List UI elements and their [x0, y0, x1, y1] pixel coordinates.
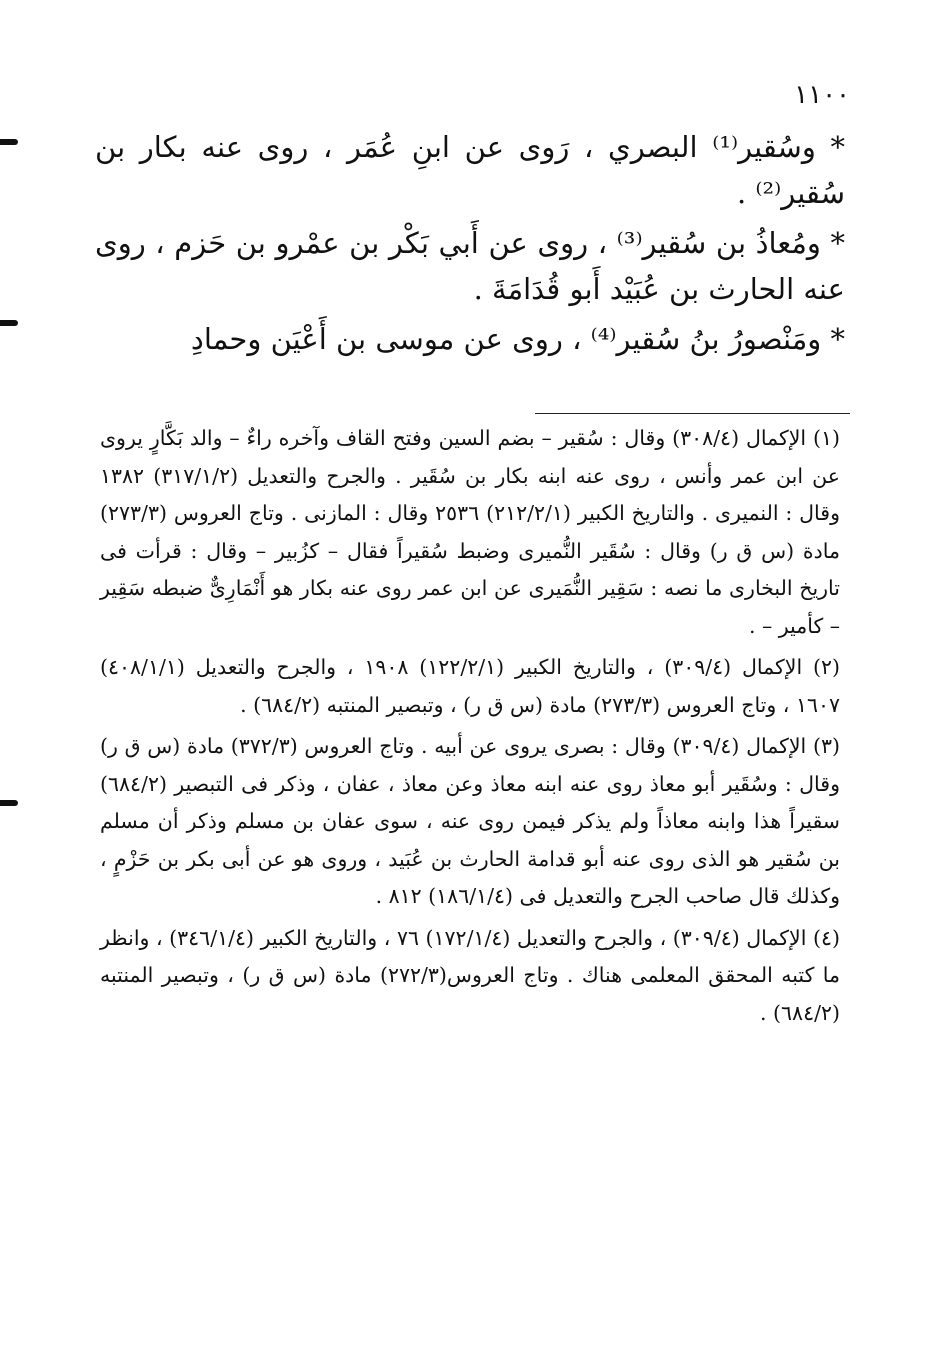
entry-suqayr: * وسُقير⁽¹⁾ البصري ، رَوى عن ابنِ عُمَر ، روى عنه بكار بن سُقير⁽²⁾ . [95, 130, 845, 210]
footnote-3: (٣) الإكمال (٣٠٩/٤) وقال : بصرى يروى عن أبيه . وتاج العروس (٣٧٢/٣) مادة (س ق ر) وقال : وسُقَير أبو معاذ روى عنه ابنه معاذ وعن معاذ ، عفان ، وذكر فى التبصير (٦٨٤/٢) سقيراً هذا وابنه معاذاً ولم يذكر فيمن روى عنه ، سوى عفان بن مسلم وذكر أن مسلم بن سُقير هو الذى روى عنه أبو قدامة الحارث بن عُبَيد ، وروى هو عن أبى بكر بن حَزْمٍ ، وكذلك قال صاحب الجرح والتعديل فى (١٨٦/١/٤) ٨١٢ . [100, 734, 840, 908]
margin-mark [0, 320, 18, 326]
page-number: ١١٠٠ [794, 80, 850, 110]
footnote-1: (١) الإكمال (٣٠٨/٤) وقال : سُقير – بضم السين وفتح القاف وآخره راءٌ – والد بَكَّارٍ يروى عن ابن عمر وأنس ، روى عنه ابنه بكار بن سُقَير . والجرح والتعديل (٣١٧/١/٢) ١٣٨٢ وقال : النميرى . والتاريخ الكبير (٢١٢/٢/١) ٢٥٣٦ وقال : المازنى . وتاج العروس (٢٧٣/٣) مادة (س ق ر) وقال : سُقَير النُّميرى وضبط سُقيراً فقال – كزُبير – وقال : قرأت فى تاريخ البخارى ما نصه : سَقِير النُّمَيرى عن ابن عمر روى عنه بكار هو أَنْمَارِىٌّ ضبطه سَقِير – كأمير – . [100, 426, 841, 638]
margin-mark [0, 139, 18, 145]
footnote-2: (٢) الإكمال (٣٠٩/٤) ، والتاريخ الكبير (١٢٢/٢/١) ١٩٠٨ ، والجرح والتعديل (٤٠٨/١/١) ١٦٠٧ ، وتاج العروس (٢٧٣/٣) مادة (س ق ر) ، وتبصير المنتبه (٦٨٤/٢) . [100, 655, 840, 717]
main-text [95, 120, 845, 362]
footnote-divider [535, 413, 850, 414]
entry-mansur: * ومَنْصورُ بنُ سُقير⁽⁴⁾ ، روى عن موسى بن أَعْيَن وحمادِ [190, 322, 845, 356]
footnotes [100, 420, 840, 1036]
margin-mark [0, 800, 18, 806]
footnote-4: (٤) الإكمال (٣٠٩/٤) ، والجرح والتعديل (١٧٢/١/٤) ٧٦ ، والتاريخ الكبير (٣٤٦/١/٤) ، وانظر ما كتبه المحقق المعلمى هناك . وتاج العروس(٢٧٢/٣) مادة (س ق ر) ، وتبصير المنتبه (٦٨٤/٢) . [100, 925, 840, 1025]
entry-muadh: * ومُعاذُ بن سُقير⁽³⁾ ، روى عن أَبي بَكْر بن عمْرو بن حَزم ، روى عنه الحارث بن عُبَيْد أَبو قُدَامَةَ . [95, 226, 845, 306]
